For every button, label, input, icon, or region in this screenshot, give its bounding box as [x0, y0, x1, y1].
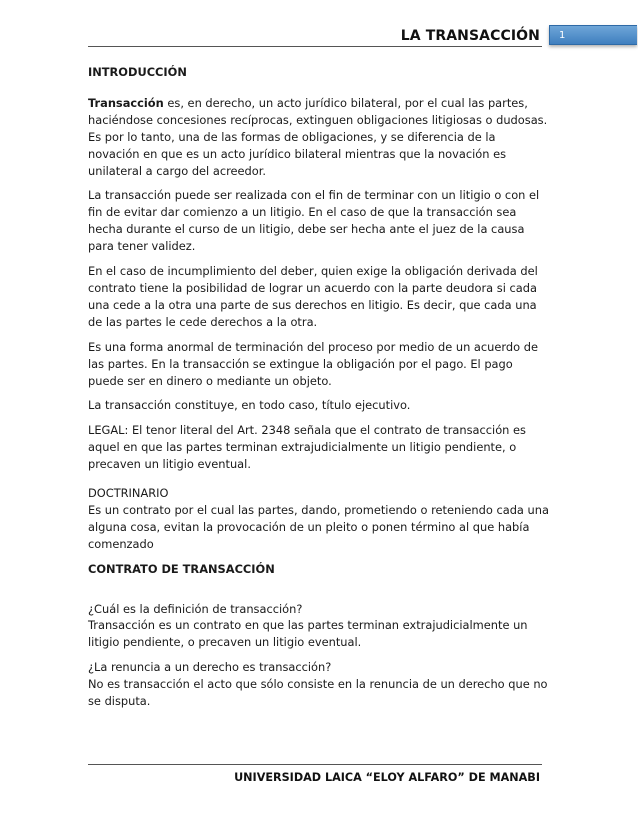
- paragraph-breach: En el caso de incumplimiento del deber, quien exige la obligación derivada del contrato tiene la posibilidad de lograr un acuerdo con la parte deudora si cada una cede a la otra una parte de sus derechos en litigio. Es decir, que cada una de las partes le cede derechos a la otra.: [88, 264, 538, 329]
- question-renunciation: ¿La renuncia a un derecho es transacción?: [88, 660, 332, 675]
- paragraph-doctrinal: [88, 485, 550, 553]
- paragraph-purpose: La transacción puede ser realizada con el fin de terminar con un litigio o con el fin de evitar dar comienzo a un litigio. En el caso de que la transacción sea hecha durante el curso de un litigio, debe ser hecha ante el juez de la causa para tener validez.: [88, 188, 540, 254]
- question-definition: ¿Cuál es la definición de transacción?: [88, 601, 303, 616]
- contract-heading: CONTRATO DE TRANSACCIÓN: [88, 561, 275, 576]
- document-body: [88, 64, 550, 718]
- paragraph-definition: [88, 95, 550, 180]
- page-number-badge: 1: [549, 25, 637, 45]
- paragraph-abnormal-termination: Es una forma anormal de terminación del proceso por medio de un acuerdo de las partes. En la transacción se extingue la obligación por el pago. El pago puede ser en dinero o mediante un objeto.: [88, 339, 538, 388]
- introduction-heading: INTRODUCCIÓN: [88, 65, 187, 79]
- definition-text: es, en derecho, un acto jurídico bilateral, por el cual las partes, haciéndose concesiones recíprocas, extinguen obligaciones litigiosas o dudosas. Es por lo tanto, una de las formas de obligaciones, y se diferencia de la novación en que es un acto jurídico bilateral mientras que la novación es unilateral a cargo del acreedor.: [88, 95, 548, 178]
- paragraph-legal: LEGAL: El tenor literal del Art. 2348 señala que el contrato de transacción es aquel en que las partes terminan extrajudicialmente un litigio pendiente, o precaven un litigio eventual.: [88, 423, 526, 472]
- footer-rule: [88, 764, 542, 765]
- paragraph-executive-title: La transacción constituye, en todo caso, título ejecutivo.: [88, 398, 411, 413]
- doctrinal-title: DOCTRINARIO: [88, 486, 169, 501]
- doctrinal-text: Es un contrato por el cual las partes, dando, prometiendo o reteniendo cada una alguna cosa, evitan la provocación de un pleito o ponen término al que había comenzado: [88, 502, 549, 551]
- answer-renunciation: No es transacción el acto que sólo consiste en la renuncia de un derecho que no se disputa.: [88, 677, 548, 709]
- qa-renunciation: [88, 659, 550, 710]
- page-header-title: LA TRANSACCIÓN: [400, 28, 540, 44]
- header-rule: [88, 46, 542, 47]
- answer-definition: Transacción es un contrato en que las partes terminan extrajudicialmente un litigio pendiente, o precaven un litigio eventual.: [88, 618, 528, 650]
- definition-lead-term: Transacción: [88, 95, 164, 110]
- qa-definition: [88, 601, 550, 652]
- page-footer-university: UNIVERSIDAD LAICA “ELOY ALFARO” DE MANABI: [234, 771, 540, 784]
